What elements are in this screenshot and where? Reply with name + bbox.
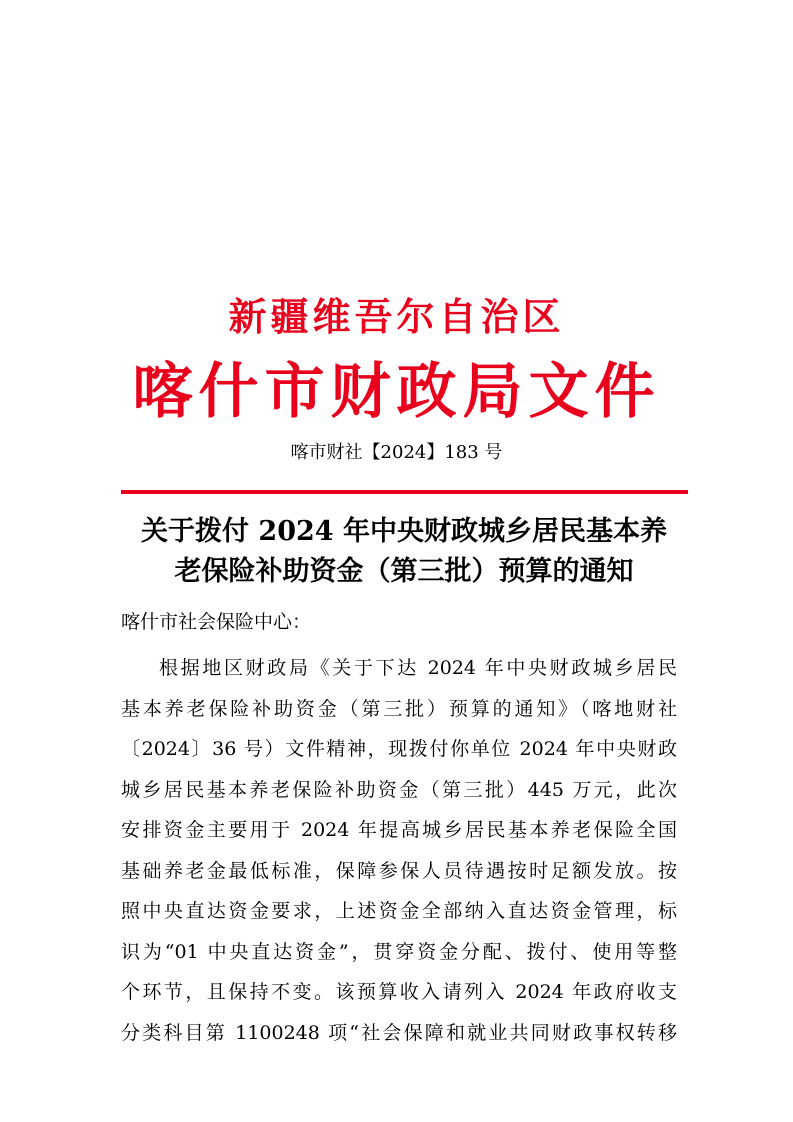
body-line: 照中央直达资金要求，上述资金全部纳入直达资金管理，标 <box>121 900 677 922</box>
body-line: 安排资金主要用于 2024 年提高城乡居民基本养老保险全国 <box>121 819 677 841</box>
body-line: 〔2024〕36 号）文件精神，现拨付你单位 2024 年中央财政 <box>121 738 677 760</box>
addressee: 喀什市社会保险中心： <box>121 611 312 633</box>
document-title <box>104 512 704 592</box>
issuer-name-header: 喀什市财政局文件 <box>132 357 661 427</box>
title-line-2: 老保险补助资金（第三批）预算的通知 <box>174 556 634 587</box>
body-line: 识为“01 中央直达资金”，贯穿资金分配、拨付、使用等整 <box>121 940 677 963</box>
title-line-1: 关于拨付 2024 年中央财政城乡居民基本养 <box>141 516 667 547</box>
body-line: 根据地区财政局《关于下达 2024 年中央财政城乡居民 <box>159 657 677 679</box>
body-line: 基础养老金最低标准，保障参保人员待遇按时足额发放。按 <box>121 859 677 882</box>
body-paragraph <box>121 648 677 1053</box>
body-line: 个环节，且保持不变。该预算收入请列入 2024 年政府收支 <box>121 981 677 1003</box>
body-line: 基本养老保险补助资金（第三批）预算的通知》（喀地财社 <box>121 697 677 720</box>
body-line: 分类科目第 1100248 项“社会保障和就业共同财政事权转移 <box>121 1021 677 1044</box>
body-line: 城乡居民基本养老保险补助资金（第三批）445 万元，此次 <box>121 778 677 801</box>
document-number: 喀市财社【2024】183 号 <box>290 442 503 463</box>
issuer-region-header: 新疆维吾尔自治区 <box>228 294 565 339</box>
red-divider-line <box>121 490 688 494</box>
